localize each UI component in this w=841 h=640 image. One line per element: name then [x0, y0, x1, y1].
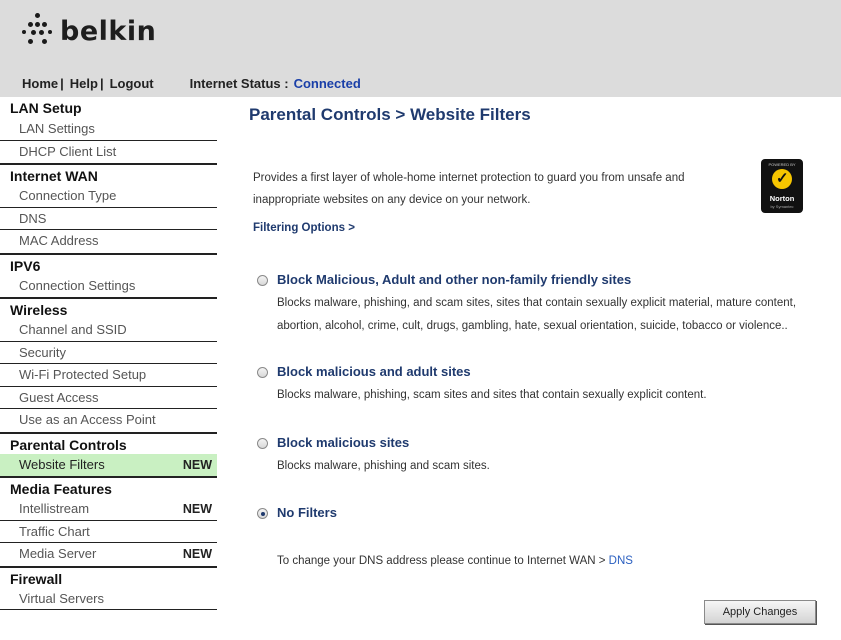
logout-link[interactable]: Logout [109, 76, 154, 91]
sidebar-item-dhcp-client-list[interactable] [0, 141, 217, 164]
top-nav [22, 76, 361, 91]
new-badge: NEW [182, 502, 212, 516]
sidebar-section-wireless: Wireless [0, 297, 217, 319]
filter-label-family[interactable]: Block Malicious, Adult and other non-family friendly sites [277, 272, 632, 287]
norton-checkmark-icon: ✓ [776, 170, 789, 187]
header-bar [0, 0, 841, 97]
sidebar-item-connection-settings[interactable] [0, 275, 217, 298]
sidebar-item-traffic-chart[interactable] [0, 521, 217, 544]
sidebar-item-security[interactable] [0, 342, 217, 365]
sidebar-item-label: Guest Access [19, 389, 99, 405]
page-description: Provides a first layer of whole-home internet protection to guard you from unsafe and inappropriate websites on any device on your network. [253, 172, 685, 206]
sidebar-item-media-server[interactable] [0, 543, 217, 566]
sidebar-item-label: Traffic Chart [19, 523, 90, 539]
sidebar-item-label: Media Server [19, 546, 97, 561]
sidebar-item-label: Connection Type [19, 188, 117, 203]
help-link[interactable]: Help [69, 76, 98, 91]
sidebar-item-intellistream[interactable] [0, 498, 217, 521]
filter-label-adult[interactable]: Block malicious and adult sites [277, 364, 471, 379]
sidebar-item-label: Intellistream [19, 501, 90, 516]
sidebar-item-mac-address[interactable] [0, 230, 217, 253]
internet-status-label: Internet Status : [189, 76, 289, 91]
sidebar-section-media-features: Media Features [0, 476, 217, 498]
nav-separator: | [99, 76, 104, 91]
sidebar-item-connection-type[interactable] [0, 185, 217, 208]
home-link[interactable]: Home [22, 76, 59, 91]
sidebar-item-access-point[interactable] [0, 409, 217, 432]
norton-powered-by: POWERED BY [768, 162, 796, 167]
sidebar-item-lan-settings[interactable] [0, 118, 217, 141]
sidebar-item-label: Website Filters [19, 456, 105, 472]
sidebar-section-lan-setup: LAN Setup [10, 100, 82, 116]
norton-sub: by Symantec [770, 204, 794, 209]
sidebar-section-ipv6: IPV6 [0, 253, 217, 275]
belkin-logo[interactable] [20, 12, 156, 50]
sidebar-section-firewall: Firewall [0, 566, 217, 588]
filter-radio-family[interactable] [257, 275, 268, 286]
filter-desc-malicious: Blocks malware, phishing and scam sites. [277, 460, 490, 472]
new-badge: NEW [182, 457, 212, 472]
page-title: Parental Controls > Website Filters [249, 105, 531, 124]
norton-badge [761, 159, 803, 213]
sidebar-item-guest-access[interactable] [0, 387, 217, 410]
sidebar-item-dns[interactable] [0, 208, 217, 231]
sidebar-item-label: Security [19, 344, 66, 360]
sidebar-item-label: LAN Settings [19, 121, 95, 136]
filter-radio-malicious[interactable] [257, 438, 268, 449]
filtering-options-link[interactable]: Filtering Options > [253, 222, 355, 234]
sidebar-item-label: Use as an Access Point [19, 412, 156, 427]
sidebar-nav [0, 97, 217, 610]
norton-name: Norton [769, 194, 795, 203]
sidebar-item-label: DHCP Client List [19, 143, 117, 159]
belkin-dots-icon [20, 13, 54, 49]
dns-link[interactable]: DNS [608, 555, 633, 567]
sidebar-item-label: Connection Settings [19, 277, 136, 293]
sidebar-item-website-filters[interactable] [0, 454, 217, 477]
filter-desc-adult: Blocks malware, phishing, scam sites and sites that contain sexually explicit content. [277, 389, 707, 401]
dns-note [277, 555, 633, 567]
sidebar-item-channel-and-ssid[interactable] [0, 319, 217, 342]
internet-status-value: Connected [293, 76, 361, 91]
sidebar-item-virtual-servers[interactable] [0, 588, 217, 611]
apply-changes-button[interactable]: Apply Changes [704, 600, 816, 624]
filter-label-malicious[interactable]: Block malicious sites [277, 435, 410, 450]
new-badge: NEW [182, 547, 212, 561]
sidebar-item-label: Channel and SSID [19, 322, 127, 337]
sidebar-item-label: DNS [19, 210, 47, 226]
sidebar-item-label: Virtual Servers [19, 590, 105, 606]
sidebar-item-label: MAC Address [19, 233, 99, 248]
nav-separator: | [60, 76, 64, 91]
filter-desc-family: Blocks malware, phishing, and scam sites, sites that contain sexually explicit material, mature content, abortion, alcohol, crime, cult, drugs, gambling, hate, sexual orientation, suicide, tobacco or violence.. [277, 297, 797, 332]
filter-radio-none[interactable] [257, 508, 268, 519]
sidebar-item-label: Wi-Fi Protected Setup [19, 367, 147, 382]
sidebar-section-parental-controls: Parental Controls [0, 432, 217, 454]
dns-note-text: To change your DNS address please continue to Internet WAN > [277, 555, 609, 567]
brand-name: belkin [60, 15, 157, 47]
sidebar-item-wifi-protected-setup[interactable] [0, 364, 217, 387]
filter-label-none[interactable]: No Filters [277, 505, 337, 520]
sidebar-section-internet-wan: Internet WAN [0, 163, 217, 185]
filter-radio-adult[interactable] [257, 367, 268, 378]
